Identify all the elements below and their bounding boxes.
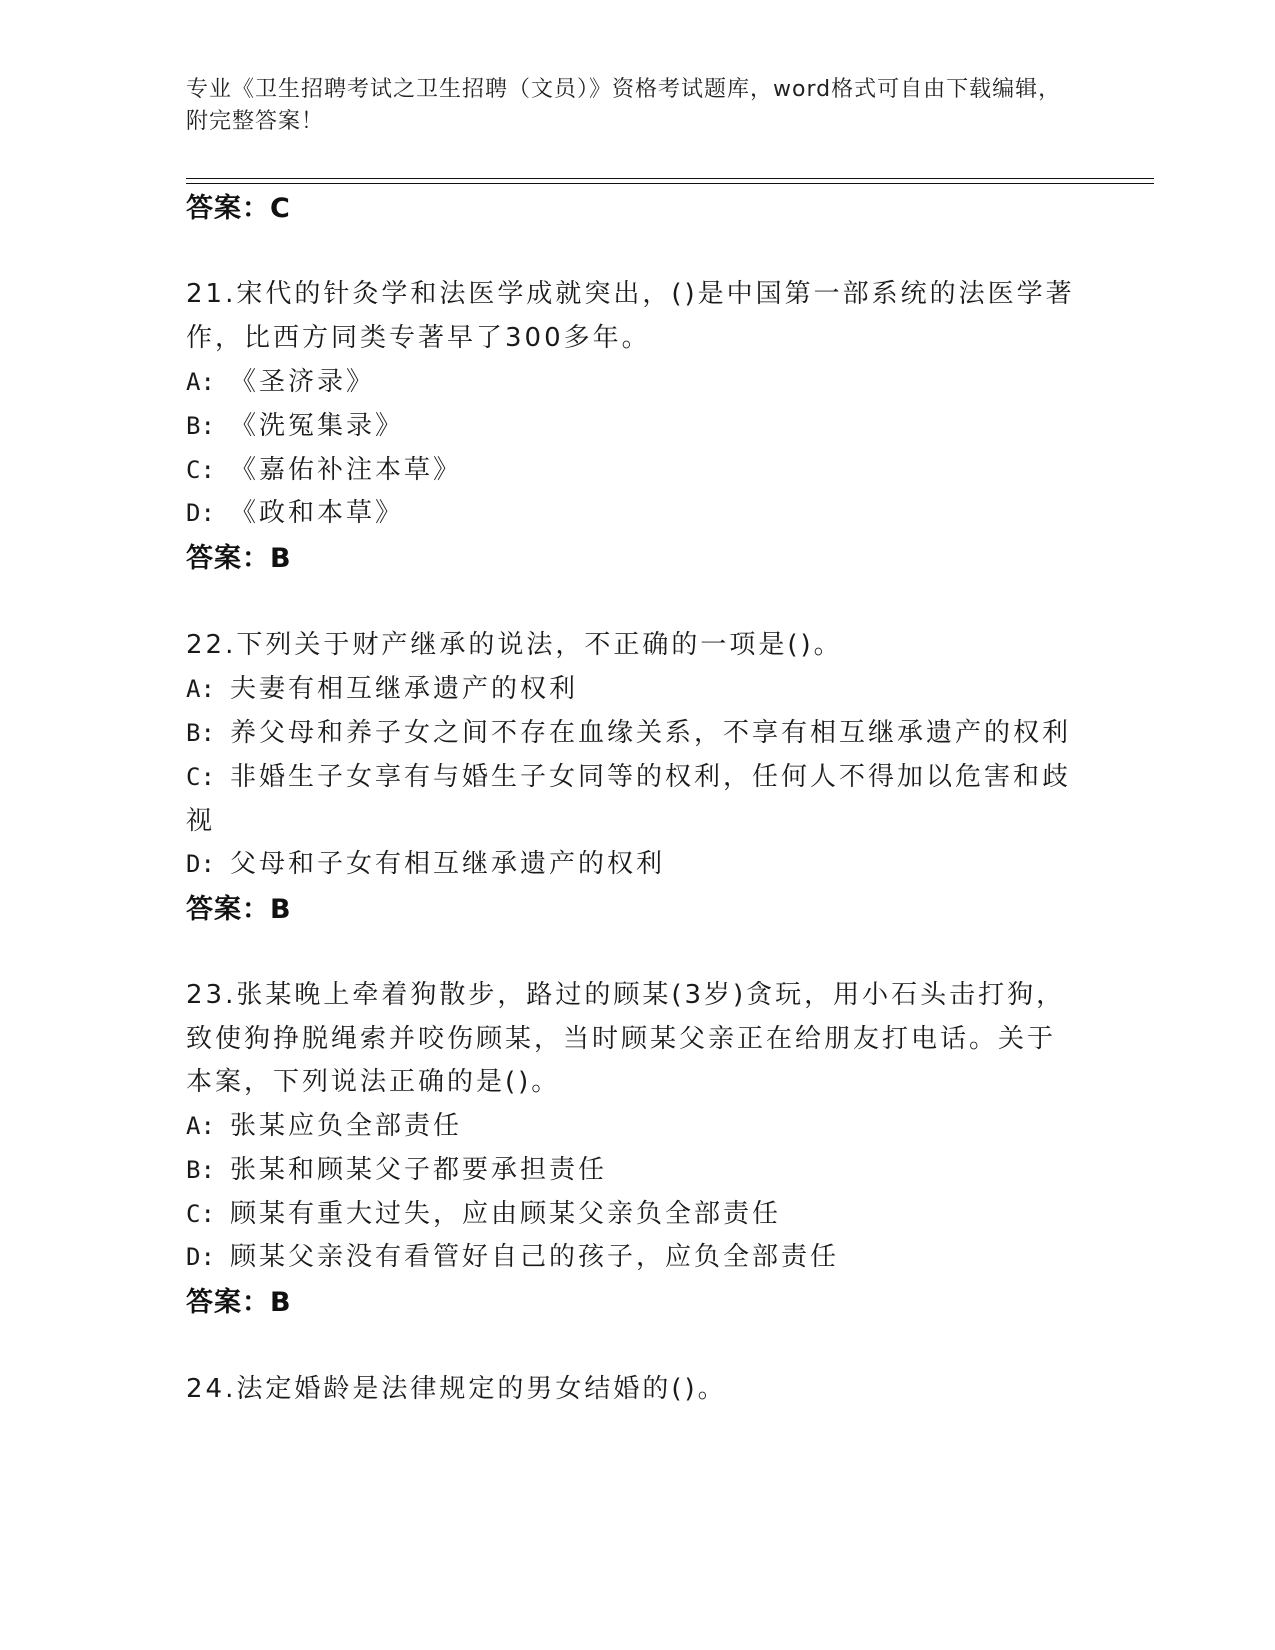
answer-line: 答案：B: [186, 543, 292, 574]
question-stem: 21.宋代的针灸学和法医学成就突出，()是中国第一部系统的法医学著: [186, 279, 1075, 309]
option-a: [186, 668, 578, 705]
option-letter: B:: [186, 719, 215, 747]
option-b: [186, 712, 1071, 749]
answer-line: 答案：B: [186, 894, 292, 925]
option-text: 非婚生子女享有与婚生子女同等的权利，任何人不得加以危害和歧: [230, 762, 1072, 792]
option-c: [186, 756, 1071, 793]
option-letter: A:: [186, 368, 215, 396]
option-text: 《政和本草》: [230, 498, 405, 528]
option-b: [186, 1149, 607, 1186]
option-a: [186, 361, 375, 398]
header-divider-bottom: [186, 183, 1154, 184]
option-c-continuation: 视: [186, 806, 216, 836]
option-text: 顾某有重大过失，应由顾某父亲负全部责任: [230, 1199, 782, 1229]
question-stem: 本案，下列说法正确的是()。: [186, 1067, 561, 1097]
option-d: [186, 492, 404, 529]
page-header: 专业《卫生招聘考试之卫生招聘（文员）》资格考试题库，word格式可自由下载编辑，附完整答案！: [186, 77, 1062, 134]
option-text: 父母和子女有相互继承遗产的权利: [230, 849, 666, 879]
question-stem: 22.下列关于财产继承的说法，不正确的一项是()。: [186, 630, 843, 660]
option-letter: C:: [186, 456, 215, 484]
question-stem: 致使狗挣脱绳索并咬伤顾某，当时顾某父亲正在给朋友打电话。关于: [186, 1024, 1057, 1054]
option-letter: A:: [186, 675, 215, 703]
question-stem: 24.法定婚龄是法律规定的男女结婚的()。: [186, 1374, 727, 1404]
option-text: 《圣济录》: [230, 367, 376, 397]
option-c: [186, 1193, 781, 1230]
option-text: 夫妻有相互继承遗产的权利: [230, 674, 579, 704]
option-letter: C:: [186, 763, 215, 791]
option-letter: B:: [186, 1156, 215, 1184]
option-letter: C:: [186, 1200, 215, 1228]
answer-line: 答案：B: [186, 1287, 292, 1318]
question-stem: 作，比西方同类专著早了300多年。: [186, 323, 651, 353]
header-divider-top: [186, 178, 1154, 179]
option-text: 养父母和养子女之间不存在血缘关系，不享有相互继承遗产的权利: [230, 718, 1072, 748]
option-text: 《洗冤集录》: [230, 411, 405, 441]
option-letter: D:: [186, 1243, 215, 1271]
option-letter: D:: [186, 499, 215, 527]
option-letter: B:: [186, 412, 215, 440]
option-d: [186, 1236, 839, 1273]
option-b: [186, 405, 404, 442]
option-text: 顾某父亲没有看管好自己的孩子，应负全部责任: [230, 1242, 840, 1272]
option-letter: D:: [186, 850, 215, 878]
option-a: [186, 1105, 462, 1142]
question-stem: 23.张某晚上牵着狗散步，路过的顾某(3岁)贪玩，用小石头击打狗，: [186, 980, 1066, 1010]
answer-line: 答案：C: [186, 193, 291, 224]
option-letter: A:: [186, 1112, 215, 1140]
option-text: 张某应负全部责任: [230, 1111, 463, 1141]
option-c: [186, 449, 462, 486]
option-d: [186, 843, 665, 880]
option-text: 张某和顾某父子都要承担责任: [230, 1155, 608, 1185]
option-text: 《嘉佑补注本草》: [230, 455, 463, 485]
